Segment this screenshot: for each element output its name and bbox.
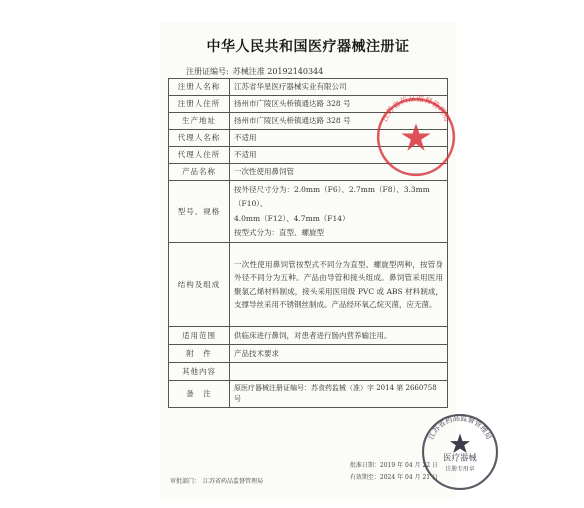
registration-number [186, 66, 327, 77]
table-row [169, 345, 448, 363]
registration-certificate [160, 22, 494, 500]
table-row [169, 381, 448, 408]
row-label: 代理人住所 [169, 147, 230, 164]
seal-center-text: 医疗器械 [443, 452, 477, 463]
other-label: 其他内容 [169, 363, 230, 381]
certificate-footer [160, 454, 456, 498]
row-value: 不适用 [230, 147, 448, 164]
model-line-2: 4.0mm（F12）、4.7mm（F14） [234, 213, 350, 223]
certificate-title: 中华人民共和国医疗器械注册证 [206, 39, 410, 55]
row-value: 扬州市广陵区头桥镇通达路 328 号 [230, 113, 448, 130]
row-label: 产品名称 [169, 164, 230, 181]
registration-number-label: 注册证编号: [186, 67, 229, 76]
model-label: 型号、规格 [169, 181, 230, 243]
seal-text: 江苏省药品监督管理局 [380, 94, 452, 124]
remark-label: 备 注 [169, 381, 230, 408]
model-line-1: 按外径尺寸分为：2.0mm（F6）、2.7mm（F8）、3.3mm（F10）、 [234, 185, 430, 209]
row-value: 不适用 [230, 130, 448, 147]
table-row [169, 181, 448, 243]
remark-value: 原医疗器械注册证编号：苏食药监械（准）字 2014 第 2660758 号 [230, 381, 448, 408]
registration-number-value: 苏械注准 20192140344 [232, 67, 324, 76]
valid-until-date: 有效期至：2024 年 04 月 21 日 [349, 474, 438, 481]
model-line-3: 按型式分为：直型、螺旋型 [234, 227, 324, 237]
model-value [230, 181, 448, 243]
row-label: 注册人住所 [169, 96, 230, 113]
table-row [169, 363, 448, 381]
seal-ring-text: 江苏省药品监督管理局 [426, 413, 494, 441]
approval-authority: 审批部门： 江苏省药品监督管理局 [170, 478, 264, 485]
table-row [169, 243, 448, 327]
scope-label: 适用范围 [169, 327, 230, 345]
red-official-seal [373, 94, 459, 180]
row-label: 代理人名称 [169, 130, 230, 147]
table-row [169, 79, 448, 96]
seal-center-subtext: 注册专用章 [445, 466, 475, 473]
row-value: 一次性使用鼻饲管 [230, 164, 448, 181]
attachment-label: 附 件 [169, 345, 230, 363]
registration-seal [418, 410, 502, 494]
scope-value: 供临床进行鼻饲，对患者进行肠内营养输注用。 [230, 327, 448, 345]
row-label: 生产地址 [169, 113, 230, 130]
other-value [230, 363, 448, 381]
attachment-value: 产品技术要求 [230, 345, 448, 363]
row-label: 注册人名称 [169, 79, 230, 96]
row-value: 扬州市广陵区头桥镇通达路 328 号 [230, 96, 448, 113]
structure-value: 一次性使用鼻饲管按型式不同分为直型、螺旋型两种，按管身外径不同分为五种。产品由导管和接头组成。鼻饲管采用医用聚氯乙烯材料制成，接头采用医用级 PVC 或 ABS 材料制成，支撑导丝采用不锈钢丝制成。产品经环氧乙烷灭菌，应无菌。 [230, 243, 448, 327]
table-row [169, 327, 448, 345]
row-value: 江苏省华星医疗器械实业有限公司 [230, 79, 448, 96]
approval-date: 批准日期：2019 年 04 月 22 日 [349, 462, 438, 469]
structure-label: 结构及组成 [169, 243, 230, 327]
